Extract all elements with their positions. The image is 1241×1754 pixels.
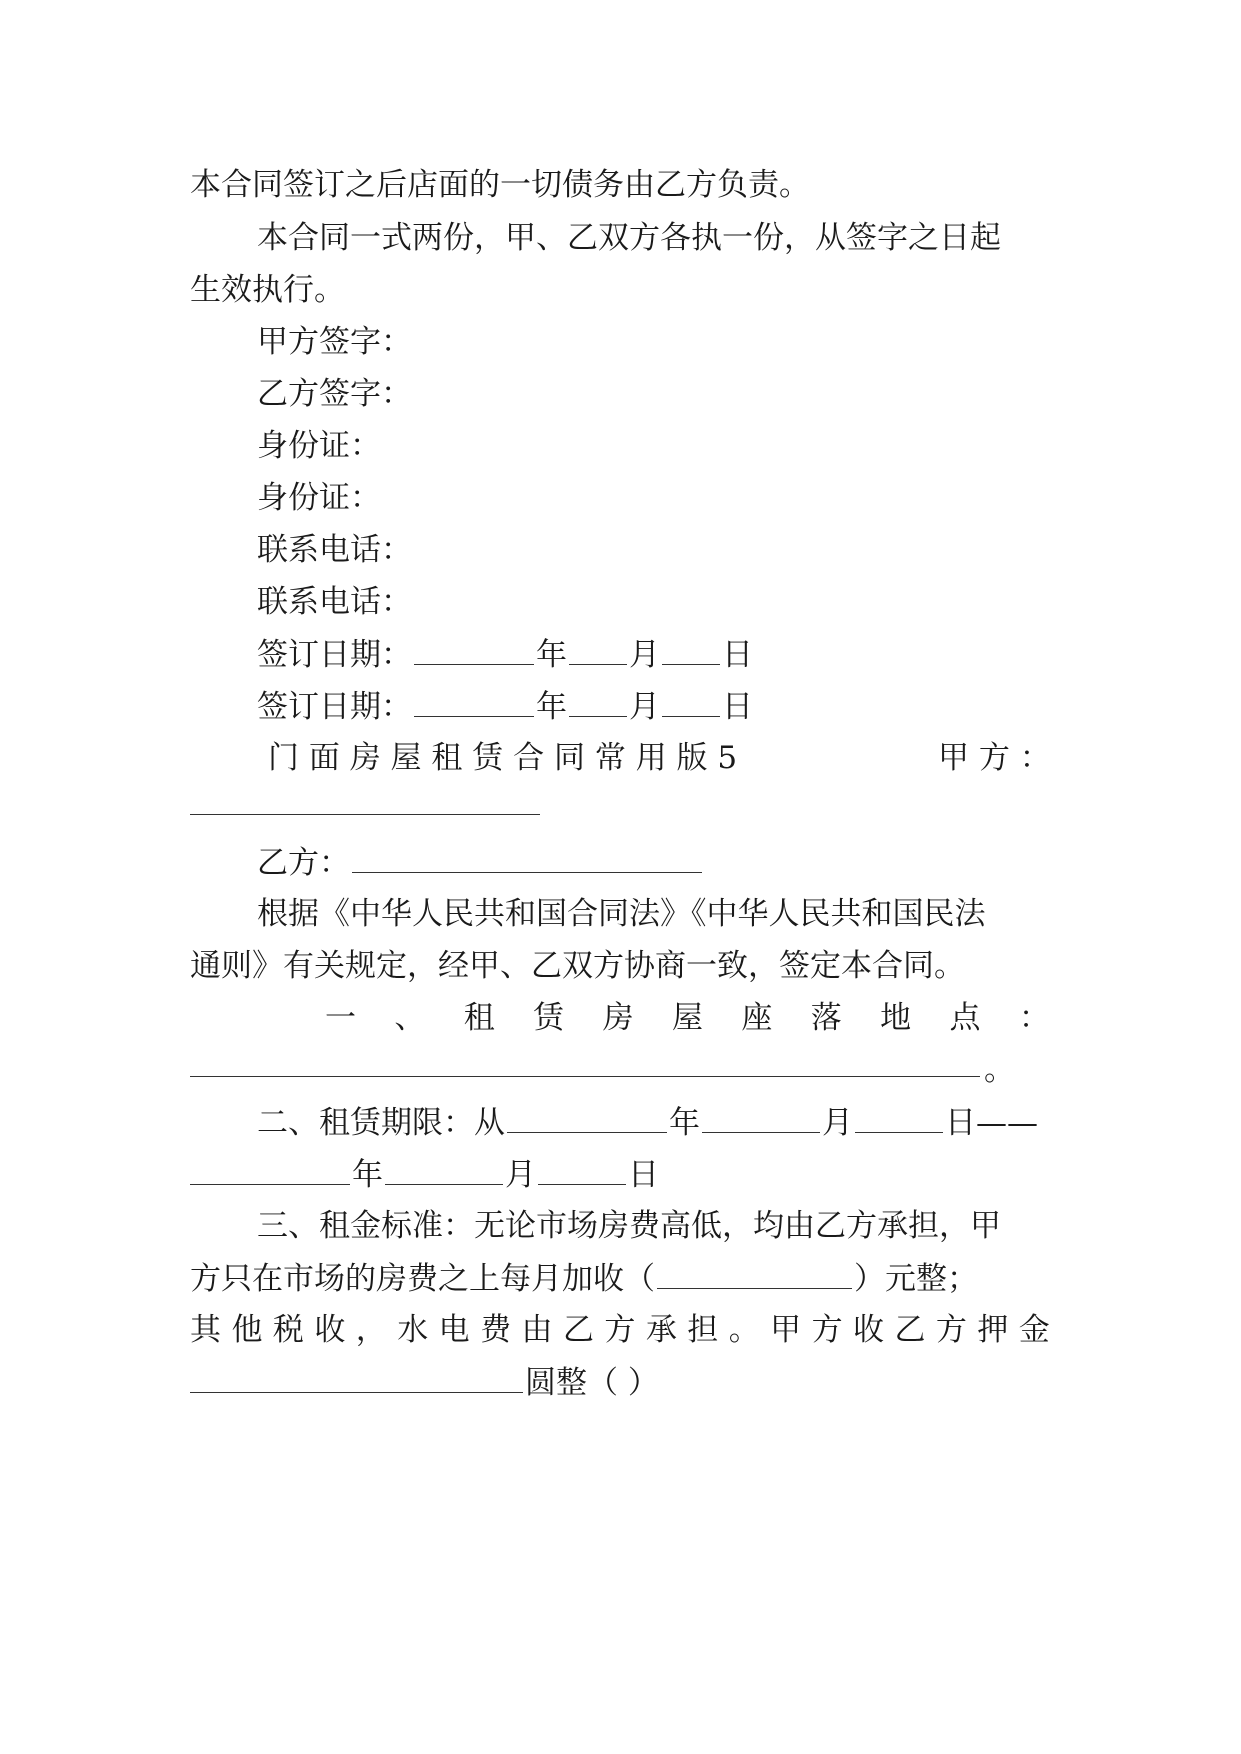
s3-char: 承	[645, 1312, 677, 1348]
party-b-label: 乙方：	[257, 845, 350, 881]
s3-char: 费	[480, 1312, 512, 1348]
s3-char: 担	[687, 1312, 719, 1348]
section-1-heading	[325, 998, 1050, 1038]
year-label: 年	[536, 637, 567, 673]
s1-char: 落	[810, 1000, 842, 1036]
s1-char: 一	[325, 1000, 356, 1036]
phone-label-b: 联系电话：	[257, 584, 412, 620]
sign-date-b	[257, 686, 1117, 726]
party-b-signature-label: 乙方签字：	[257, 376, 412, 412]
range-dash: ——	[976, 1105, 1038, 1141]
deposit-blank	[190, 1362, 523, 1393]
phone-label-a: 联系电话：	[257, 532, 412, 568]
year-label: 年	[536, 689, 567, 725]
month-label: 月	[822, 1105, 853, 1141]
month-blank	[569, 634, 627, 665]
day-blank	[662, 686, 720, 717]
s1-char: 座	[741, 1000, 773, 1036]
s3-surcharge-text: 方只在市场的房费之上每月加收（	[190, 1261, 655, 1297]
year-blank	[414, 686, 534, 717]
s3-char: 乙	[562, 1312, 594, 1348]
text-line-debt: 本合同签订之后店面的一切债务由乙方负责。	[190, 167, 810, 203]
s3-char: 乙	[894, 1312, 926, 1348]
year-label: 年	[352, 1157, 383, 1193]
s3-char: 收	[853, 1312, 884, 1348]
s3-char: 方	[604, 1312, 636, 1348]
s1-char: 屋	[671, 1000, 703, 1036]
s1-char: ：	[1018, 1000, 1050, 1036]
s3-char: 税	[272, 1312, 304, 1348]
id-card-label-a: 身份证：	[257, 428, 381, 464]
section-3-line-4	[190, 1362, 1050, 1402]
end-month-blank	[385, 1154, 503, 1185]
day-blank	[662, 634, 720, 665]
day-label: 日	[945, 1105, 976, 1141]
s3-char: 押	[977, 1312, 1009, 1348]
sign-date-a	[257, 634, 1117, 674]
sign-date-label: 签订日期：	[257, 689, 412, 725]
s3-char: 甲	[770, 1312, 802, 1348]
basis-line-1: 根据《中华人民共和国合同法》《中华人民共和国民法	[257, 896, 986, 932]
section-3-line-2	[190, 1258, 1050, 1298]
s3-char: 水	[397, 1312, 429, 1348]
party-a-blank	[190, 814, 540, 815]
s3-char: 方	[935, 1312, 967, 1348]
s1-char: 点	[949, 1000, 981, 1036]
section-1-text	[325, 998, 1050, 1038]
s1-char: 房	[602, 1000, 634, 1036]
s3-char: 。	[728, 1312, 760, 1348]
deposit-unit: 圆整（ ）	[525, 1365, 659, 1401]
s3-surcharge-unit: ）元整；	[854, 1261, 978, 1297]
location-period: 。	[984, 1052, 1015, 1088]
id-card-label-b: 身份证：	[257, 480, 381, 516]
s3-char: 金	[1018, 1312, 1050, 1348]
basis-line-2: 通则》有关规定，经甲、乙双方协商一致，签定本合同。	[190, 948, 965, 984]
month-label: 月	[629, 637, 660, 673]
section-3-line-3-text	[190, 1310, 1050, 1350]
section-2-label: 二、租赁期限：从	[257, 1105, 505, 1141]
contract-title: 门 面 房 屋 租 赁 合 同 常 用 版 5	[268, 740, 738, 776]
day-label: 日	[722, 637, 753, 673]
s3-char: 收	[314, 1312, 346, 1348]
section-2-end-line	[190, 1154, 1050, 1194]
party-b-line	[257, 842, 1117, 882]
year-label: 年	[669, 1105, 700, 1141]
s3-char: 电	[438, 1312, 470, 1348]
month-blank	[569, 686, 627, 717]
s1-char: 地	[880, 1000, 912, 1036]
section-3-line-1: 三、租金标准：无论市场房费高低，均由乙方承担，甲	[257, 1208, 1001, 1244]
end-year-blank	[190, 1154, 350, 1185]
text-line-copies: 本合同一式两份，甲、乙双方各执一份，从签字之日起	[257, 220, 1001, 256]
year-blank	[414, 634, 534, 665]
s3-char: 方	[811, 1312, 843, 1348]
s3-char: ，	[355, 1312, 387, 1348]
end-day-blank	[538, 1154, 626, 1185]
month-label: 月	[505, 1157, 536, 1193]
start-year-blank	[507, 1102, 667, 1133]
sign-date-label: 签订日期：	[257, 637, 412, 673]
s3-char: 其	[190, 1312, 221, 1348]
party-a-label: 甲 方 ：	[938, 740, 1051, 776]
section-2-line	[257, 1102, 1117, 1142]
s1-char: 赁	[533, 1000, 565, 1036]
section-3-line-3	[190, 1310, 1050, 1350]
s1-char: 、	[394, 1000, 426, 1036]
s1-char: 租	[463, 1000, 495, 1036]
start-day-blank	[855, 1102, 943, 1133]
day-label: 日	[722, 689, 753, 725]
start-month-blank	[702, 1102, 820, 1133]
s3-char: 由	[521, 1312, 553, 1348]
party-a-signature-label: 甲方签字：	[257, 324, 412, 360]
s3-char: 他	[231, 1312, 263, 1348]
text-line-effective: 生效执行。	[190, 272, 345, 308]
location-blank	[190, 1076, 980, 1077]
surcharge-blank	[657, 1258, 852, 1289]
party-b-blank	[352, 842, 702, 873]
day-label: 日	[628, 1157, 659, 1193]
month-label: 月	[629, 689, 660, 725]
